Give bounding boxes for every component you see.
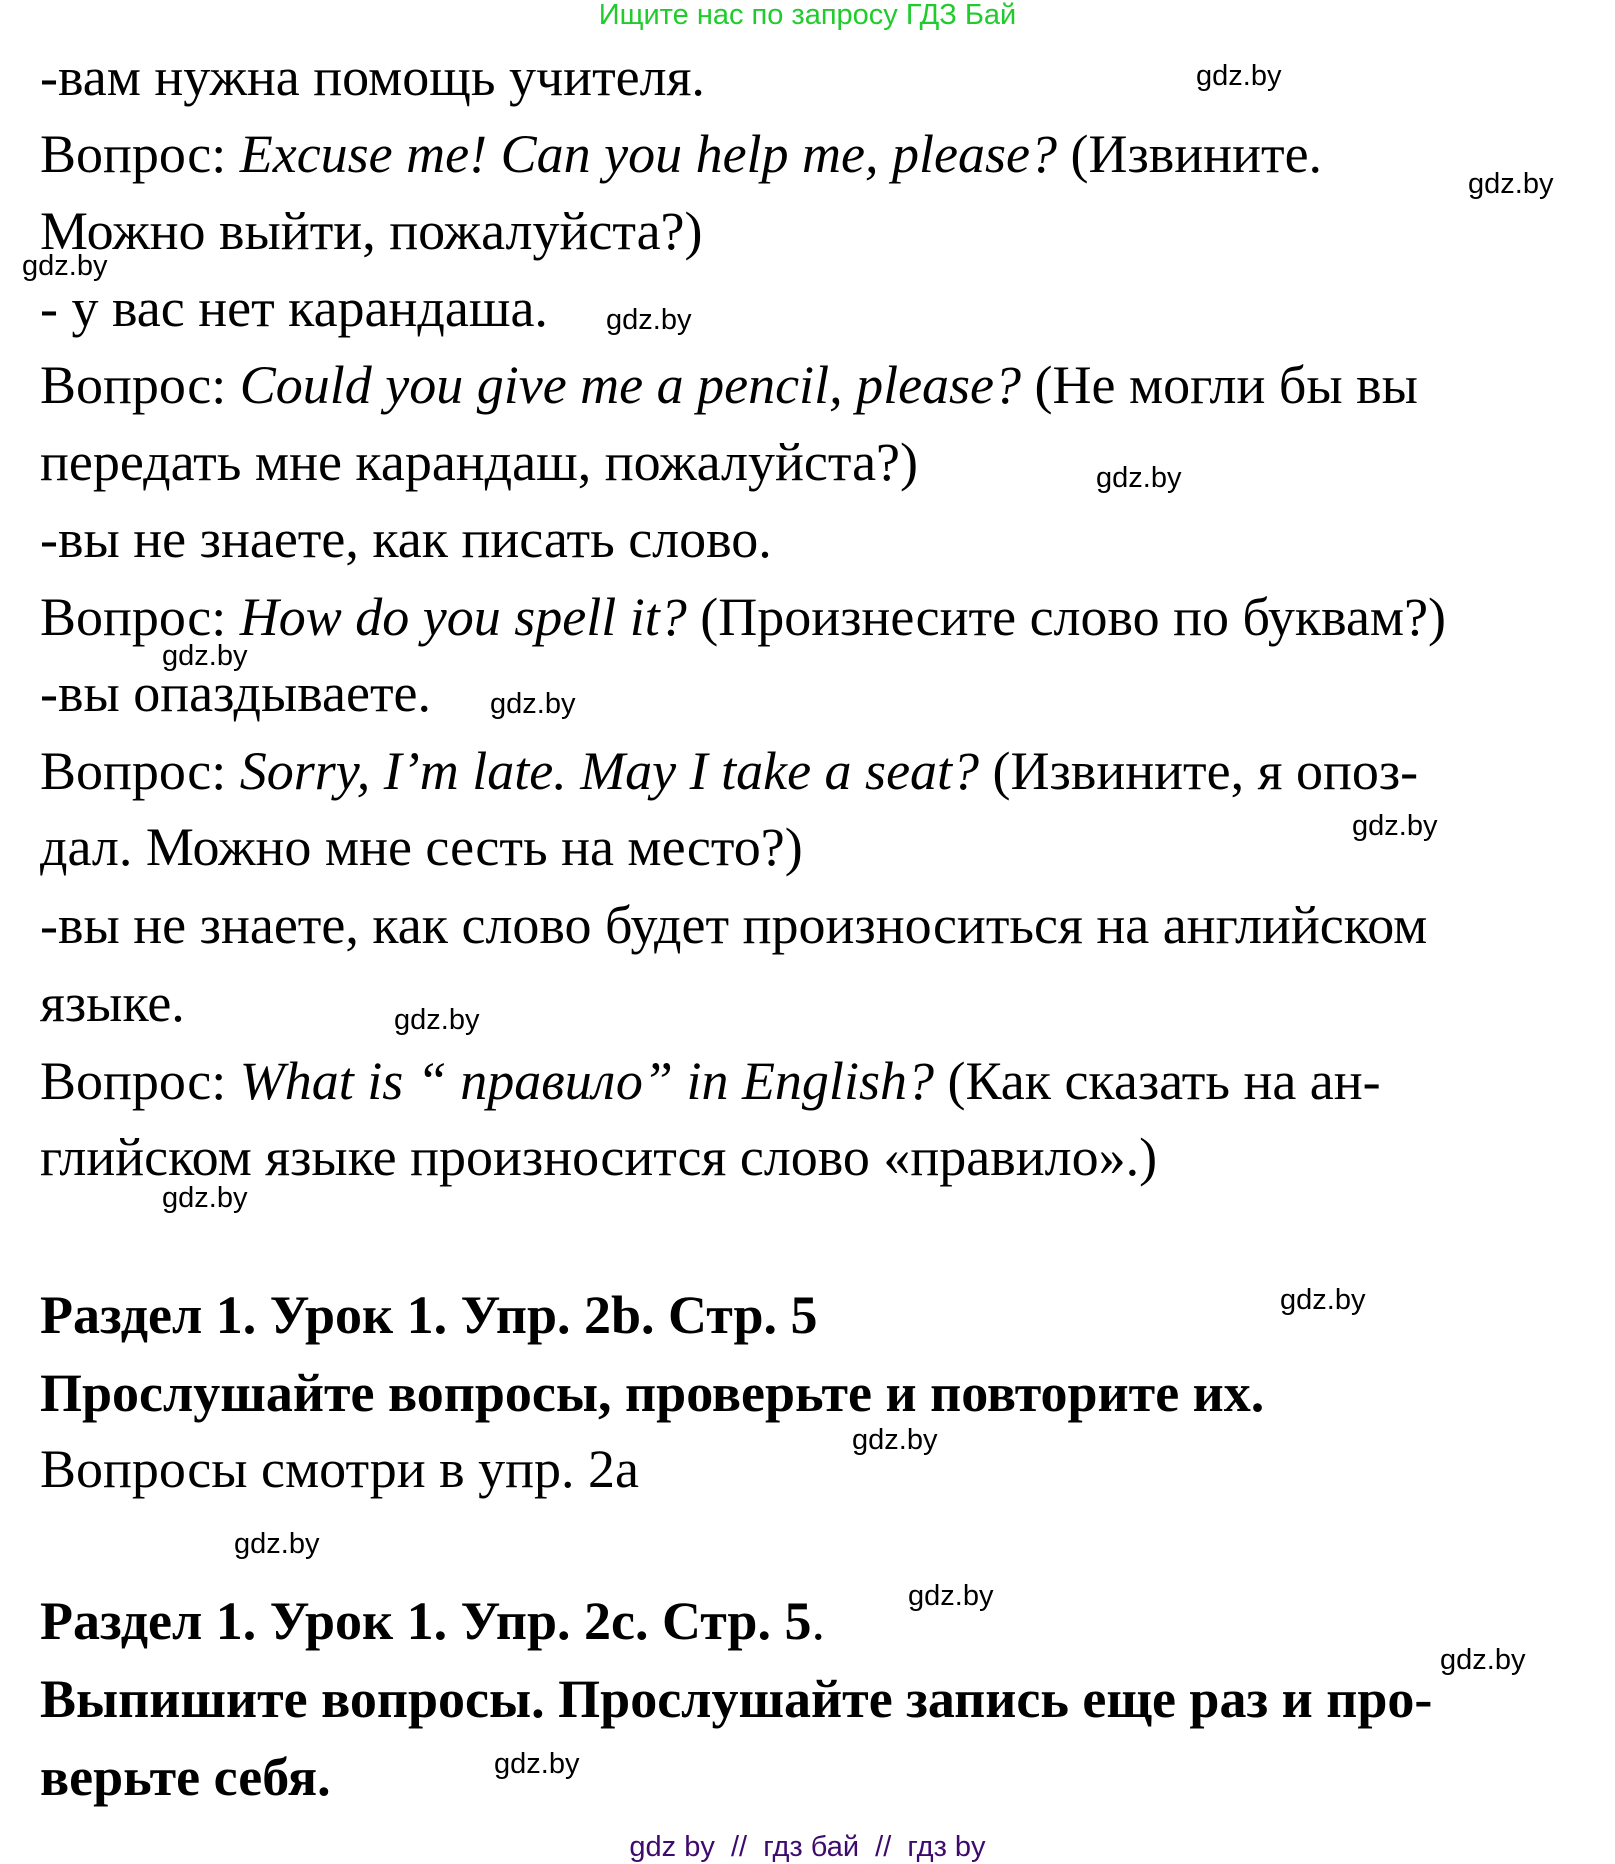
watermark: gdz.by [1468, 168, 1554, 200]
situation-line: -вам нужна помощь учителя. [40, 47, 705, 107]
watermark: gdz.by [1280, 1284, 1366, 1316]
question-line [40, 586, 1446, 648]
watermark: gdz.by [1440, 1644, 1526, 1676]
english-question: How do you spell it? [239, 587, 687, 647]
watermark: gdz.by [22, 250, 108, 282]
watermark: gdz.by [1096, 462, 1182, 494]
section-2c-task-line1: Выпишите вопросы. Прослушайте запись еще раз и про- [40, 1669, 1433, 1729]
watermark: gdz.by [494, 1748, 580, 1780]
question-prefix: Вопрос: [40, 124, 240, 184]
question-prefix: Вопрос: [40, 1051, 240, 1111]
watermark: gdz.by [490, 688, 576, 720]
translation: (Извините, я опоз- [979, 741, 1419, 801]
question-line [40, 123, 1322, 185]
search-hint-banner: Ищите нас по запросу ГДЗ Бай [598, 0, 1017, 31]
question-line [40, 1050, 1381, 1112]
question-prefix: Вопрос: [40, 741, 240, 801]
question-line [40, 354, 1418, 416]
english-question: What is “ правило” in English? [239, 1051, 934, 1111]
situation-line: -вы опаздываете. [40, 663, 432, 723]
translation: (Произнесите слово по буквам?) [686, 587, 1447, 647]
translation-continuation: передать мне карандаш, пожалуйста?) [40, 432, 919, 492]
english-question: Sorry, I’m late. May I take a seat? [239, 741, 980, 801]
situation-line: - у вас нет карандаша. [40, 278, 548, 338]
section-2b-title: Раздел 1. Урок 1. Упр. 2b. Стр. 5 [40, 1285, 818, 1345]
footer-links-text: gdz by // гдз бай // гдз by [629, 1831, 986, 1863]
situation-continuation: языке. [40, 973, 185, 1033]
watermark: gdz.by [1196, 60, 1282, 92]
section-2b-task: Прослушайте вопросы, проверьте и повторите их. [40, 1363, 1265, 1423]
watermark: gdz.by [162, 640, 248, 672]
watermark: gdz.by [908, 1580, 994, 1612]
watermark: gdz.by [394, 1004, 480, 1036]
watermark: gdz.by [852, 1424, 938, 1456]
watermark: gdz.by [1352, 810, 1438, 842]
translation: (Как сказать на ан- [933, 1051, 1381, 1111]
watermark: gdz.by [162, 1182, 248, 1214]
question-prefix: Вопрос: [40, 355, 240, 415]
english-question: Excuse me! Can you help me, please? [239, 124, 1057, 184]
situation-line: -вы не знаете, как писать слово. [40, 509, 772, 569]
question-prefix: Вопрос: [40, 587, 240, 647]
english-question: Could you give me a pencil, please? [239, 355, 1022, 415]
translation: (Извините. [1056, 124, 1323, 184]
section-2c-task-line2: верьте себя. [40, 1747, 331, 1807]
translation: (Не могли бы вы [1021, 355, 1418, 415]
watermark: gdz.by [606, 304, 692, 336]
situation-line: -вы не знаете, как слово будет произноситься на английском [40, 895, 1428, 955]
translation-continuation: дал. Можно мне сесть на место?) [40, 817, 803, 877]
question-line [40, 740, 1418, 802]
translation-continuation: Можно выйти, пожалуйста?) [40, 201, 703, 261]
section-2b-answer: Вопросы смотри в упр. 2а [40, 1439, 639, 1499]
section-2c-heading: Раздел 1. Урок 1. Упр. 2c. Стр. 5. [40, 1591, 825, 1651]
translation-continuation: глийском языке произносится слово «правило».) [40, 1127, 1158, 1187]
section-2c-title: Раздел 1. Урок 1. Упр. 2c. Стр. 5 [40, 1591, 812, 1651]
watermark: gdz.by [234, 1528, 320, 1560]
